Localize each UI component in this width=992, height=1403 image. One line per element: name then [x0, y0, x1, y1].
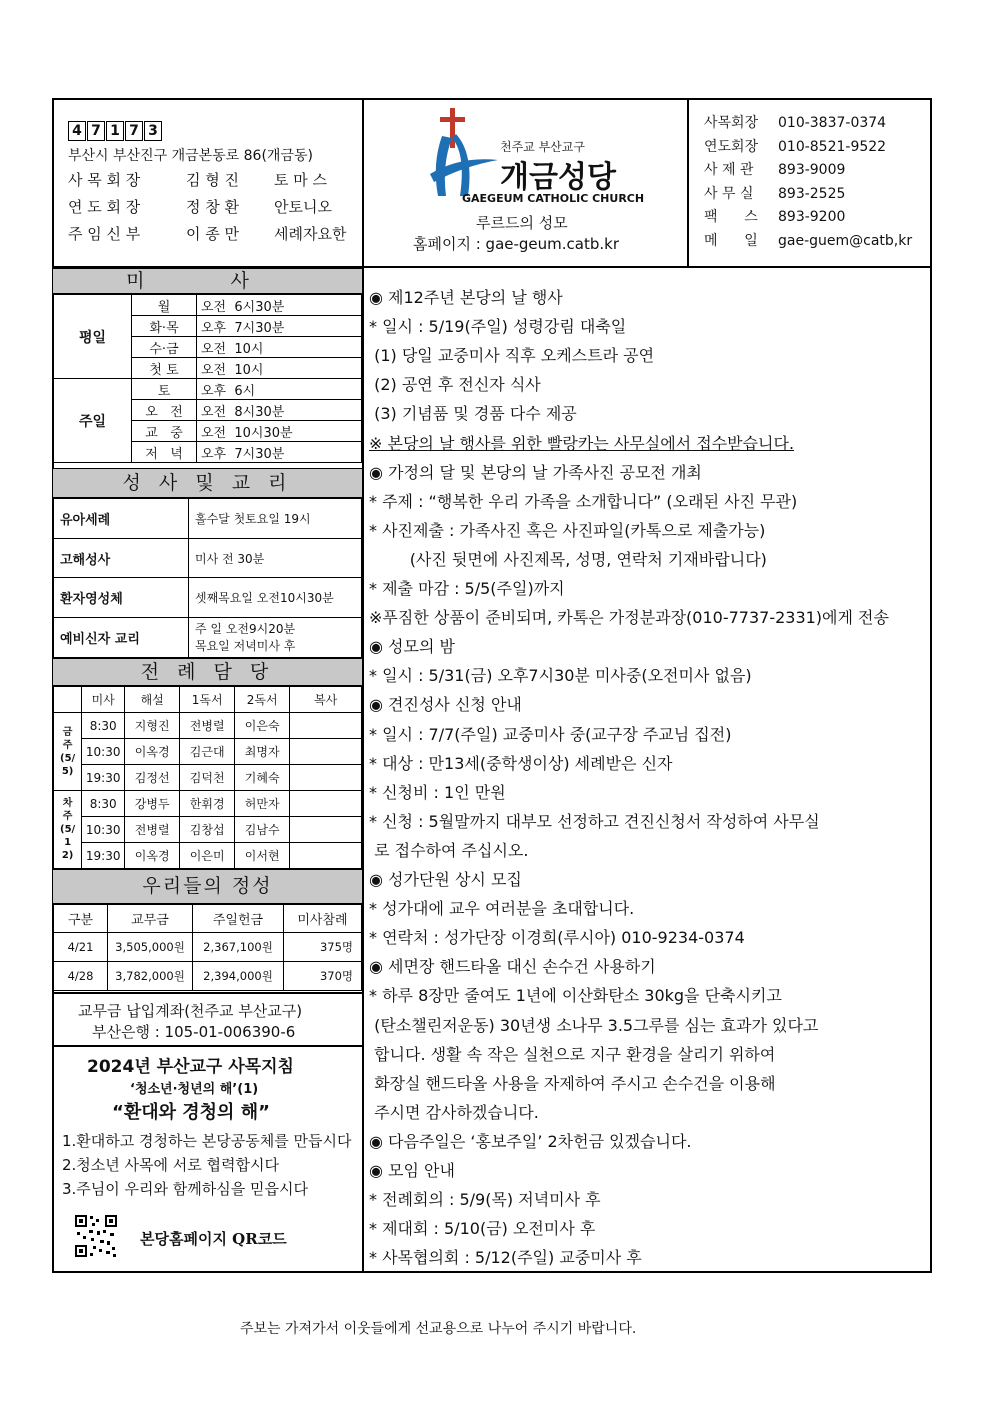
qr-code-label: 본당홈페이지 QR코드	[140, 1230, 287, 1248]
mass-schedule-table	[53, 294, 362, 463]
offering-cell: 3,505,000원	[108, 933, 193, 962]
mass-time: 오전 6시30분	[197, 295, 362, 316]
mass-day: 첫 토	[132, 358, 197, 379]
pastoral-item: 2.청소년 사목에 서로 협력합시다	[62, 1156, 279, 1174]
contact-row	[704, 230, 926, 254]
liturgy-table	[53, 686, 362, 869]
postal-code	[68, 120, 358, 141]
mass-time: 오전 10시	[197, 358, 362, 379]
account-line-2: 부산은행 : 105-01-006390-6	[92, 1023, 296, 1041]
notice-item: * 성가대에 교우 여러분을 초대합니다.	[369, 899, 635, 919]
logo-diocese: 천주교 부산교구	[500, 140, 585, 154]
offering-cell: 370명	[284, 962, 362, 991]
account-divider	[52, 992, 363, 994]
notice-section-title	[369, 634, 455, 657]
sacrament-value: 셋째목요일 오전10시30분	[189, 578, 362, 618]
notice-section-title	[369, 1158, 455, 1181]
officer-role: 주 임 신 부	[68, 225, 141, 243]
liturgy-cell: 김창섭	[180, 817, 235, 843]
bullet-circle-icon: ◉	[369, 695, 389, 715]
contact-value: gae-guem@catb,kr	[778, 232, 913, 249]
homepage-qr-code[interactable]	[73, 1213, 119, 1259]
pastoral-title: 2024년 부산교구 사목지침	[87, 1057, 294, 1077]
notice-item: * 일시 : 5/31(금) 오후7시30분 미사중(오전미사 없음)	[369, 666, 752, 686]
contact-value: 893-2525	[778, 185, 846, 202]
mass-day: 오 전	[132, 400, 197, 421]
notice-item: * 대상 : 만13세(중학생이상) 세례받은 신자	[369, 753, 673, 773]
liturgy-cell: 이옥경	[125, 739, 180, 765]
liturgy-cell: 김정선	[125, 765, 180, 791]
sacraments-section-title: 성 사 및 교 리	[53, 468, 362, 498]
sacrament-label: 고해성사	[54, 539, 189, 578]
liturgy-cell: 이옥경	[125, 843, 180, 869]
liturgy-cell: 19:30	[82, 843, 125, 869]
notice-item: 로 접수하여 주십시오.	[369, 840, 529, 860]
officer-row	[68, 167, 358, 194]
pastoral-motto: “환대와 경청의 해”	[112, 1102, 270, 1123]
officer-name: 이 종 만	[186, 225, 240, 243]
pastoral-subtitle: ‘청소년·청년의 해’(1)	[130, 1082, 259, 1097]
address: 부산시 부산진구 개금본동로 86(개금동)	[68, 148, 313, 164]
offering-section-title: 우리들의 정성	[53, 869, 362, 904]
sunday-label: 주일	[54, 379, 132, 463]
sacrament-label: 환자영성체	[54, 578, 189, 618]
offering-header: 교무금	[108, 905, 193, 933]
mass-day: 토	[132, 379, 197, 400]
notice-item: 화장실 핸드타올 사용을 자제하여 주시고 손수건을 이용해	[369, 1073, 776, 1093]
sacrament-label: 예비신자 교리	[54, 618, 189, 658]
patron-saint: 루르드의 성모	[476, 214, 568, 232]
weekday-label: 평일	[54, 295, 132, 379]
sacrament-value: 미사 전 30분	[189, 539, 362, 578]
mass-time: 오후 7시30분	[197, 316, 362, 337]
notice-item: * 하루 8장만 줄여도 1년에 이산화탄소 30kg을 단축시키고	[369, 986, 782, 1006]
mass-time: 오후 7시30분	[197, 442, 362, 463]
cross-logo-icon	[420, 104, 500, 204]
contact-list	[704, 112, 926, 253]
contact-value: 010-8521-9522	[778, 138, 887, 155]
liturgy-cell: 기혜숙	[235, 765, 290, 791]
contact-value: 893-9009	[778, 162, 846, 178]
bullet-circle-icon: ◉	[369, 462, 389, 482]
offering-cell: 375명	[284, 933, 362, 962]
contact-row	[704, 206, 926, 230]
notice-section-title	[369, 285, 563, 308]
officer-baptismal: 토 마 스	[274, 171, 328, 189]
notice-item: * 신청비 : 1인 만원	[369, 782, 506, 802]
offering-cell: 4/21	[54, 933, 108, 962]
mass-time: 오전 10시30분	[197, 421, 362, 442]
officer-row	[68, 221, 358, 248]
liturgy-cell: 10:30	[82, 739, 125, 765]
header-divider-right	[687, 98, 689, 268]
notice-section-text: 제12주년 본당의 날 행사	[388, 288, 563, 307]
notice-section-text: 가정의 달 및 본당의 날 가족사진 공모전 개최	[388, 462, 702, 482]
pastoral-item: 1.환대하고 경청하는 본당공동체를 만듭시다	[62, 1132, 352, 1150]
contact-value: 893-9200	[778, 209, 846, 225]
offering-header: 주일헌금	[193, 905, 284, 933]
liturgy-cell: 김근대	[180, 739, 235, 765]
liturgy-cell: 허만자	[235, 791, 290, 817]
contact-row	[704, 112, 926, 136]
church-logo	[420, 104, 650, 214]
liturgy-cell: 19:30	[82, 765, 125, 791]
contact-label: 팩 스	[704, 209, 758, 225]
liturgy-cell: 8:30	[82, 713, 125, 739]
notice-item: * 일시 : 7/7(주일) 교중미사 중(교구장 주교님 집전)	[369, 724, 732, 744]
notice-item: * 사목협의회 : 5/12(주일) 교중미사 후	[369, 1248, 642, 1268]
liturgy-cell: 김남수	[235, 817, 290, 843]
offering-cell: 2,394,000원	[193, 962, 284, 991]
pastoral-item: 3.주님이 우리와 함께하심을 믿읍시다	[62, 1180, 308, 1198]
mass-time: 오전 10시	[197, 337, 362, 358]
liturgy-week-label: 금주(5/5)	[54, 713, 82, 791]
notice-item: (2) 공연 후 전신자 식사	[369, 375, 541, 395]
logo-church-name: 개금성당	[500, 160, 616, 195]
officer-role: 사 목 회 장	[68, 171, 141, 189]
liturgy-cell: 이서현	[235, 843, 290, 869]
notice-item: * 제출 마감 : 5/5(주일)까지	[369, 579, 565, 598]
liturgy-cell: 10:30	[82, 817, 125, 843]
bullet-circle-icon: ◉	[369, 1131, 389, 1151]
notice-item: 합니다. 생활 속 작은 실천으로 지구 환경을 살리기 위하여	[369, 1044, 776, 1064]
liturgy-cell: 최명자	[235, 739, 290, 765]
notice-item: (사진 뒷면에 사진제목, 성명, 연락처 기재바랍니다)	[369, 549, 767, 569]
officer-baptismal: 안토니오	[274, 198, 332, 216]
bullet-circle-icon: ◉	[369, 957, 389, 977]
offering-header: 구분	[54, 905, 108, 933]
offering-header: 미사참례	[284, 905, 362, 933]
liturgy-cell: 강병두	[125, 791, 180, 817]
notice-section-title	[369, 867, 522, 890]
liturgy-cell: 전병렬	[125, 817, 180, 843]
notice-section-title	[369, 460, 702, 483]
mass-day: 수·금	[132, 337, 197, 358]
notice-item: * 일시 : 5/19(주일) 성령강림 대축일	[369, 317, 627, 337]
mass-section-title: 미 사	[53, 268, 362, 294]
notice-section-title	[369, 954, 656, 977]
mass-day: 교 중	[132, 421, 197, 442]
liturgy-header: 1독서	[180, 687, 235, 713]
liturgy-cell	[290, 739, 362, 765]
notice-item: (탄소챌린저운동) 30년생 소나무 3.5그루를 심는 효과가 있다고	[369, 1015, 819, 1035]
contact-label: 사목회장	[704, 115, 759, 131]
notice-section-text: 모임 안내	[388, 1161, 455, 1180]
sacrament-value	[189, 618, 362, 658]
homepage-address: 홈페이지 : gae-geum.catb.kr	[413, 235, 620, 253]
liturgy-cell: 지형진	[125, 713, 180, 739]
bullet-circle-icon: ◉	[369, 637, 389, 657]
liturgy-cell: 이은숙	[235, 713, 290, 739]
notice-item: (3) 기념품 및 경품 다수 제공	[369, 404, 577, 424]
mass-day: 화·목	[132, 316, 197, 337]
offering-table	[53, 904, 362, 991]
liturgy-cell	[290, 817, 362, 843]
notice-item: 주시면 감사하겠습니다.	[369, 1102, 539, 1122]
sacrament-value: 홀수달 첫토요일 19시	[189, 499, 362, 539]
bullet-circle-icon: ◉	[369, 288, 389, 307]
liturgy-cell: 이은미	[180, 843, 235, 869]
officer-name: 정 창 환	[186, 198, 240, 216]
notice-item: * 제대회 : 5/10(금) 오전미사 후	[369, 1219, 596, 1239]
mass-day: 저 녁	[132, 442, 197, 463]
header-left	[68, 120, 358, 248]
offering-cell: 2,367,100원	[193, 933, 284, 962]
liturgy-week-label: 차주(5/12)	[54, 791, 82, 869]
contact-label: 사 제 관	[704, 162, 754, 178]
account-line-1: 교무금 납입계좌(천주교 부산교구)	[78, 1002, 303, 1020]
officer-baptismal: 세례자요한	[274, 225, 347, 243]
contact-row	[704, 136, 926, 160]
contact-label: 사 무 실	[704, 185, 754, 202]
contact-row	[704, 159, 926, 183]
pastoral-divider	[52, 1045, 363, 1047]
liturgy-cell	[290, 713, 362, 739]
contact-label: 연도회장	[704, 138, 759, 155]
liturgy-cell: 8:30	[82, 791, 125, 817]
liturgy-cell: 전병렬	[180, 713, 235, 739]
notice-section-title	[369, 1129, 692, 1152]
offering-cell: 4/28	[54, 962, 108, 991]
catechism-time-1: 주 일 오전9시20분	[195, 621, 296, 636]
liturgy-header: 복사	[290, 687, 362, 713]
bullet-circle-icon: ◉	[369, 1161, 389, 1180]
postal-digit: 1	[106, 121, 124, 141]
notice-section-title	[369, 692, 522, 715]
footer-note: 주보는 가져가서 이웃들에게 선교용으로 나누어 주시기 바랍니다.	[240, 1321, 637, 1337]
mass-day: 월	[132, 295, 197, 316]
sacraments-table	[53, 498, 362, 658]
notices-column	[369, 285, 929, 1270]
mass-time: 오후 6시	[197, 379, 362, 400]
contact-value: 010-3837-0374	[778, 115, 887, 131]
liturgy-header: 2독서	[235, 687, 290, 713]
liturgy-header: 미사	[82, 687, 125, 713]
liturgy-cell	[290, 765, 362, 791]
officer-role: 연 도 회 장	[68, 198, 141, 216]
notice-section-text: 다음주일은 ‘홍보주일’ 2차헌금 있겠습니다.	[388, 1131, 692, 1151]
notice-section-text: 성모의 밤	[388, 637, 455, 657]
postal-digit: 3	[144, 121, 162, 141]
catechism-time-2: 목요일 저녁미사 후	[195, 638, 296, 653]
mass-time: 오전 8시30분	[197, 400, 362, 421]
contact-label: 메 일	[704, 232, 758, 249]
officer-row	[68, 194, 358, 221]
logo-english-name: GAEGEUM CATHOLIC CHURCH	[462, 192, 645, 205]
notice-section-text: 성가단원 상시 모집	[388, 870, 522, 889]
liturgy-header-blank	[54, 687, 82, 713]
liturgy-cell	[290, 791, 362, 817]
notice-note: ※ 본당의 날 행사를 위한 빨랑카는 사무실에서 접수받습니다.	[369, 433, 795, 453]
notice-item: * 전례회의 : 5/9(목) 저녁미사 후	[369, 1190, 601, 1210]
contact-row	[704, 183, 926, 207]
notice-item: * 연락처 : 성가단장 이경희(루시아) 010-9234-0374	[369, 928, 745, 948]
notice-item: * 주제 : “행복한 우리 가족을 소개합니다” (오래된 사진 무관)	[369, 491, 798, 511]
sacrament-label: 유아세례	[54, 499, 189, 539]
liturgy-header: 해설	[125, 687, 180, 713]
liturgy-section-title: 전 례 담 당	[53, 658, 362, 686]
liturgy-cell	[290, 843, 362, 869]
header-divider-left	[362, 98, 364, 1273]
notice-item: * 신청 : 5월말까지 대부모 선정하고 견진신청서 작성하여 사무실	[369, 811, 820, 831]
postal-digit: 4	[68, 121, 86, 141]
postal-digit: 7	[125, 121, 143, 141]
liturgy-cell: 한휘경	[180, 791, 235, 817]
notice-section-text: 견진성사 신청 안내	[388, 695, 522, 715]
officer-name: 김 형 진	[186, 171, 240, 189]
notice-item: (1) 당일 교중미사 직후 오케스트라 공연	[369, 346, 655, 366]
liturgy-cell: 김덕천	[180, 765, 235, 791]
bullet-circle-icon: ◉	[369, 870, 389, 889]
offering-cell: 3,782,000원	[108, 962, 193, 991]
notice-item: ※푸짐한 상품이 준비되며, 카톡은 가정분과장(010-7737-2331)에게 전송	[369, 608, 889, 628]
notice-item: * 사진제출 : 가족사진 혹은 사진파일(카톡으로 제출가능)	[369, 520, 766, 540]
notice-section-text: 세면장 핸드타올 대신 손수건 사용하기	[388, 957, 656, 977]
postal-digit: 7	[87, 121, 105, 141]
